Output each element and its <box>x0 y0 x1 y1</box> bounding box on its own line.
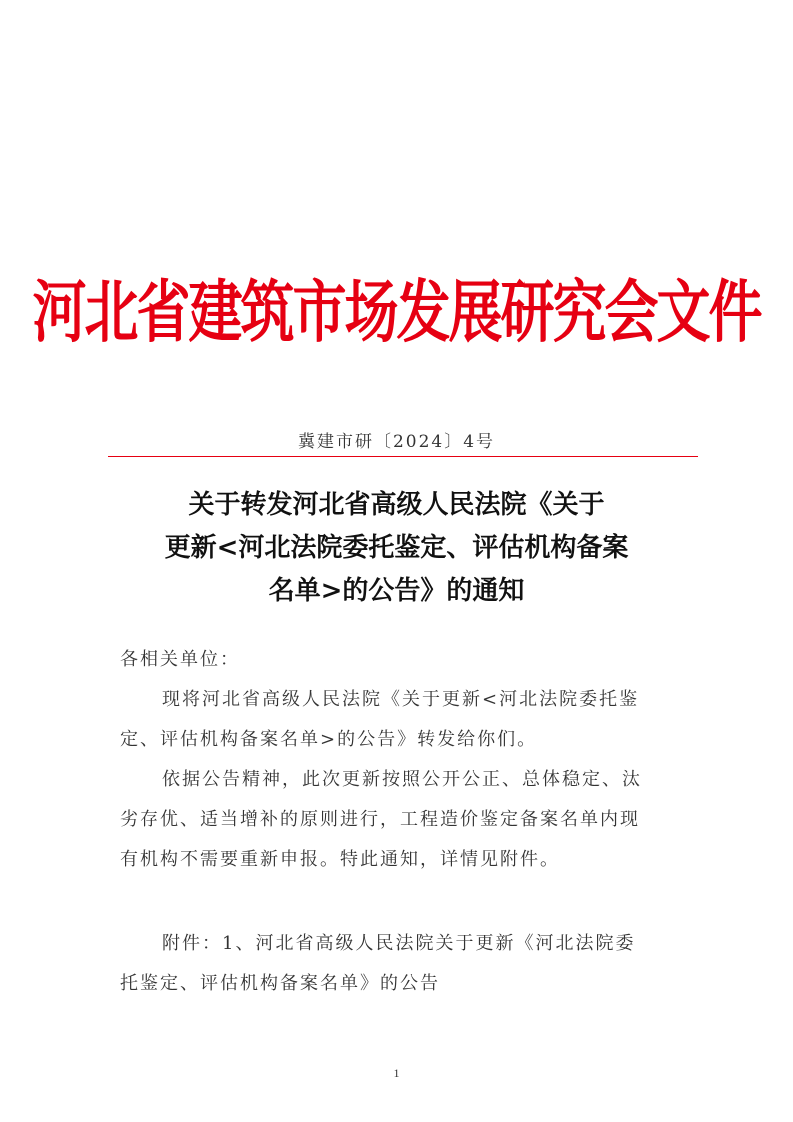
red-divider-line <box>108 456 698 457</box>
paragraph-line: 依据公告精神，此次更新按照公开公正、总体稳定、汰 <box>162 769 642 790</box>
blank-spacer <box>120 880 680 924</box>
attachment-list <box>120 924 680 1004</box>
document-title <box>100 484 693 613</box>
paragraph-line: 有机构不需要重新申报。特此通知，详情见附件。 <box>120 849 560 870</box>
title-line: 更新<河北法院委托鉴定、评估机构备案 <box>164 533 629 563</box>
document-number: 冀建市研〔2024〕4号 <box>297 432 496 452</box>
salutation: 各相关单位： <box>120 649 240 670</box>
paragraph-line: 定、评估机构备案名单>的公告》转发给你们。 <box>120 729 538 750</box>
page-number: 1 <box>393 1066 400 1080</box>
title-line: 关于转发河北省高级人民法院《关于 <box>188 490 605 520</box>
document-masthead: 河北省建筑市场发展研究会文件 <box>32 271 761 352</box>
attachment-line: 托鉴定、评估机构备案名单》的公告 <box>120 973 440 994</box>
title-line: 名单>的公告》的通知 <box>268 576 525 606</box>
paragraph-line: 现将河北省高级人民法院《关于更新<河北法院委托鉴 <box>162 689 640 710</box>
paragraph-update-principle <box>120 760 680 880</box>
document-body <box>120 640 680 1004</box>
paragraph-line: 劣存优、适当增补的原则进行，工程造价鉴定备案名单内现 <box>120 809 640 830</box>
attachment-line: 附件：1、河北省高级人民法院关于更新《河北法院委 <box>162 933 636 954</box>
paragraph-forward-notice <box>120 680 680 760</box>
